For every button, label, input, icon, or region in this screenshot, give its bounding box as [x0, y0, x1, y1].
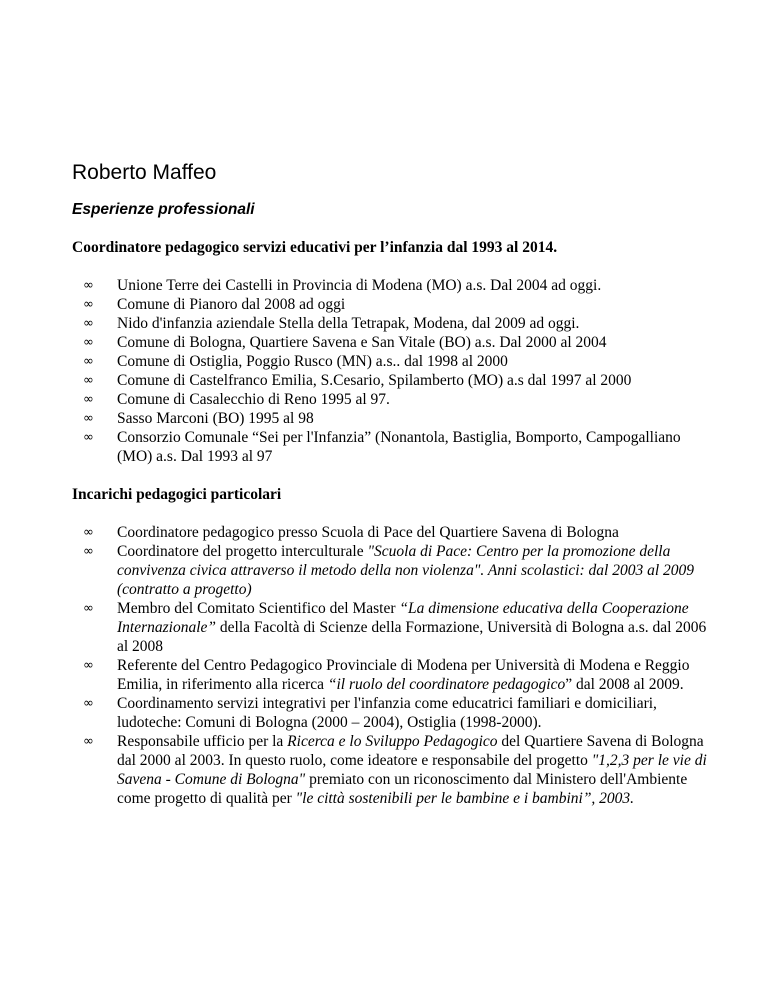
author-name: Roberto Maffeo	[72, 161, 217, 184]
special-heading: Incarichi pedagogici particolari	[72, 486, 282, 503]
infinity-bullet-icon: ∞	[83, 373, 94, 388]
infinity-bullet-icon: ∞	[83, 658, 94, 673]
list-item: ∞ Comune di Bologna, Quartiere Savena e San Vitale (BO) a.s. Dal 2000 al 2004	[83, 334, 607, 351]
list-item: ∞ Comune di Pianoro dal 2008 ad oggi	[83, 296, 346, 313]
infinity-bullet-icon: ∞	[83, 335, 94, 350]
infinity-bullet-icon: ∞	[83, 278, 94, 293]
section-title: Esperienze professionali	[72, 201, 255, 218]
list-item: ∞ Comune di Castelfranco Emilia, S.Cesario, Spilamberto (MO) a.s dal 1997 al 2000	[83, 372, 632, 389]
list-item: ∞ Consorzio Comunale “Sei per l'Infanzia” (Nonantola, Bastiglia, Bomporto, Campogalliano (MO) a.s. Dal 1993 al 97	[83, 429, 681, 465]
list-item: ∞ Referente del Centro Pedagogico Provinciale di Modena per Università di Modena e Reggio Emilia, in riferimento alla ricerca “il ruolo del coordinatore pedagogico” dal 2008 al 2009.	[83, 657, 690, 693]
coordinator-list	[72, 276, 712, 466]
infinity-bullet-icon: ∞	[83, 297, 94, 312]
list-item: ∞ Coordinatore del progetto interculturale "Scuola di Pace: Centro per la promozione della convivenza civica attraverso il metodo della non violenza". Anni scolastici: dal 2003 al 2009 (contratto a progetto)	[83, 543, 695, 598]
coordinator-heading: Coordinatore pedagogico servizi educativi per l’infanzia dal 1993 al 2014.	[72, 239, 558, 256]
infinity-bullet-icon: ∞	[83, 696, 94, 711]
list-item: ∞ Nido d'infanzia aziendale Stella della Tetrapak, Modena, dal 2009 ad oggi.	[83, 315, 580, 332]
infinity-bullet-icon: ∞	[83, 544, 94, 559]
list-item: ∞ Comune di Casalecchio di Reno 1995 al 97.	[83, 391, 390, 408]
list-item: ∞ Sasso Marconi (BO) 1995 al 98	[83, 410, 314, 427]
list-item: ∞ Unione Terre dei Castelli in Provincia di Modena (MO) a.s. Dal 2004 ad oggi.	[83, 277, 602, 294]
infinity-bullet-icon: ∞	[83, 316, 94, 331]
list-item: ∞ Coordinamento servizi integrativi per l'infanzia come educatrici familiari e domiciliari, ludoteche: Comuni di Bologna (2000 – 2004), Ostiglia (1998-2000).	[83, 695, 657, 731]
infinity-bullet-icon: ∞	[83, 392, 94, 407]
list-item: ∞ Responsabile ufficio per la Ricerca e lo Sviluppo Pedagogico del Quartiere Savena di Bologna dal 2000 al 2003. In questo ruolo, come ideatore e responsabile del progetto "1,2,3 per le vie di Savena - Comune di Bologna" premiato con un riconoscimento dal Ministero dell'Ambiente come progetto di qualità per "le città sostenibili per le bambine e i bambini”, 2003.	[83, 733, 707, 807]
infinity-bullet-icon: ∞	[83, 734, 94, 749]
infinity-bullet-icon: ∞	[83, 354, 94, 369]
infinity-bullet-icon: ∞	[83, 601, 94, 616]
list-item: ∞ Comune di Ostiglia, Poggio Rusco (MN) a.s.. dal 1998 al 2000	[83, 353, 508, 370]
special-list	[72, 523, 712, 808]
list-item: ∞ Membro del Comitato Scientifico del Master “La dimensione educativa della Cooperazione Internazionale” della Facoltà di Scienze della Formazione, Università di Bologna a.s. dal 2006 al 2008	[83, 600, 707, 655]
infinity-bullet-icon: ∞	[83, 430, 94, 445]
infinity-bullet-icon: ∞	[83, 525, 94, 540]
document-page	[72, 160, 712, 827]
list-item: ∞ Coordinatore pedagogico presso Scuola di Pace del Quartiere Savena di Bologna	[83, 524, 619, 541]
infinity-bullet-icon: ∞	[83, 411, 94, 426]
